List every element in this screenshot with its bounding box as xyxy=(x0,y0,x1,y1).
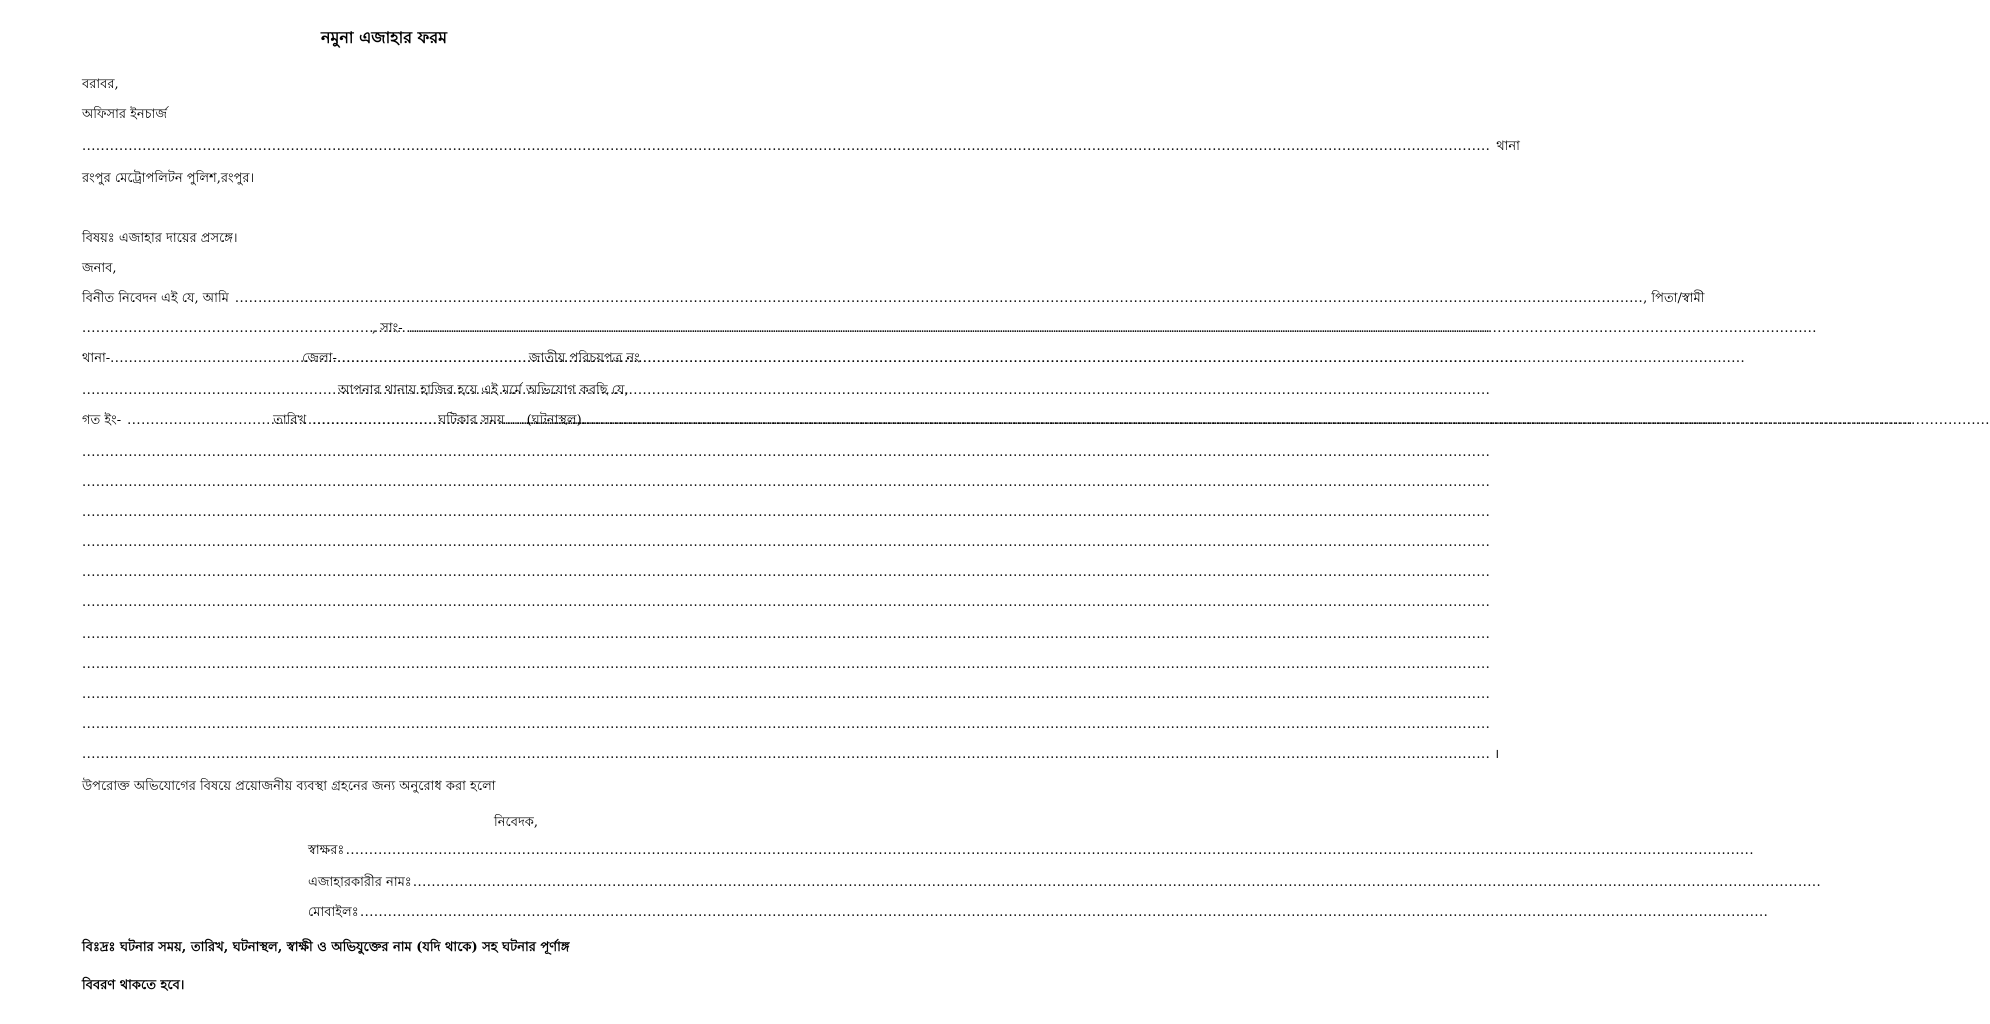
date-en-blank[interactable] xyxy=(127,412,267,430)
time-blank[interactable] xyxy=(505,412,527,430)
thana-label: থানা xyxy=(1496,139,1520,154)
form-row-1 xyxy=(82,290,1705,308)
date-blank[interactable] xyxy=(312,412,432,430)
description-row[interactable] xyxy=(82,444,678,462)
row1-prefix: বিনীত নিবেদন এই যে, আমি xyxy=(82,291,229,306)
row4-text: আপনার থানায় হাজির হয়ে এই মর্মে অভিযোগ করছি যে, xyxy=(338,383,629,398)
description-row-last[interactable] xyxy=(82,746,1500,764)
mobile-label: মোবাইলঃ xyxy=(308,905,359,920)
signature-label: স্বাক্ষরঃ xyxy=(308,843,345,858)
form-row-2 xyxy=(82,320,678,338)
mobile-blank[interactable] xyxy=(360,904,678,922)
district-blank[interactable] xyxy=(337,350,523,368)
row3-thana-blank[interactable] xyxy=(110,350,296,368)
nid-label: জাতীয় পরিচয়পত্র নং xyxy=(528,351,640,366)
complainant-name-label: এজাহারকারীর নামঃ xyxy=(308,875,412,890)
description-row[interactable] xyxy=(82,534,678,552)
time-label: ঘটিকার সময় xyxy=(438,413,505,428)
description-row[interactable] xyxy=(82,564,678,582)
place-blank[interactable] xyxy=(582,412,1990,430)
father-husband-blank[interactable] xyxy=(82,320,372,338)
description-row[interactable] xyxy=(82,474,678,492)
note-line-2: বিবরণ থাকতে হবে। xyxy=(82,978,185,993)
row3-thana-label: থানা- xyxy=(82,351,111,366)
subject-line: বিষয়ঃ এজাহার দায়ের প্রসঙ্গে। xyxy=(82,231,238,246)
form-title: নমুনা এজাহার ফরম xyxy=(320,28,448,47)
end-mark: । xyxy=(1494,747,1500,762)
addressee-to: বরাবর, xyxy=(82,77,119,92)
complainant-name-blank[interactable] xyxy=(413,874,678,892)
row1-suffix: , পিতা/স্বামী xyxy=(1643,291,1705,306)
mobile-row xyxy=(308,904,678,922)
date-label: তারিখ xyxy=(273,413,307,428)
request-line: উপরোক্ত অভিযোগের বিষয়ে প্রয়োজনীয় ব্যবস্থা গ্রহনের জন্য অনুরোধ করা হলো xyxy=(82,779,496,794)
description-row[interactable] xyxy=(82,686,678,704)
applicant-label: নিবেদক, xyxy=(494,815,538,830)
note-line-1: বিঃদ্রঃ ঘটনার সময়, তারিখ, ঘটনাস্থল, স্বাক্ষী ও অভিযুক্তের নাম (যদি থাকে) সহ ঘটনার পূর্ণাঙ্গ xyxy=(82,940,570,955)
address-line: রংপুর মেট্রোপলিটন পুলিশ,রংপুর। xyxy=(82,171,255,186)
description-row[interactable] xyxy=(82,504,678,522)
description-row[interactable] xyxy=(82,626,678,644)
complainant-name-row xyxy=(308,874,678,892)
description-row[interactable] xyxy=(82,594,678,612)
signature-blank[interactable] xyxy=(346,842,678,860)
description-row[interactable] xyxy=(82,656,678,674)
officer-in-charge: অফিসার ইনচার্জ xyxy=(82,107,168,122)
district-label: জেলা- xyxy=(302,351,337,366)
salutation: জনাব, xyxy=(82,261,117,276)
thana-blank[interactable] xyxy=(82,138,1490,156)
form-row-4 xyxy=(82,382,678,400)
applicant-name-blank[interactable] xyxy=(235,290,1643,308)
description-row[interactable] xyxy=(82,716,678,734)
place-label: (ঘটনাস্থল) xyxy=(526,413,582,428)
nid-blank[interactable] xyxy=(82,382,332,400)
signature-row xyxy=(308,842,678,860)
form-row-3 xyxy=(82,350,678,368)
thana-line xyxy=(82,138,1520,156)
village-label: , সাং- xyxy=(372,321,403,336)
form-row-5 xyxy=(82,412,678,430)
village-blank[interactable] xyxy=(409,320,1817,338)
row5-prefix: গত ইং- xyxy=(82,413,122,428)
